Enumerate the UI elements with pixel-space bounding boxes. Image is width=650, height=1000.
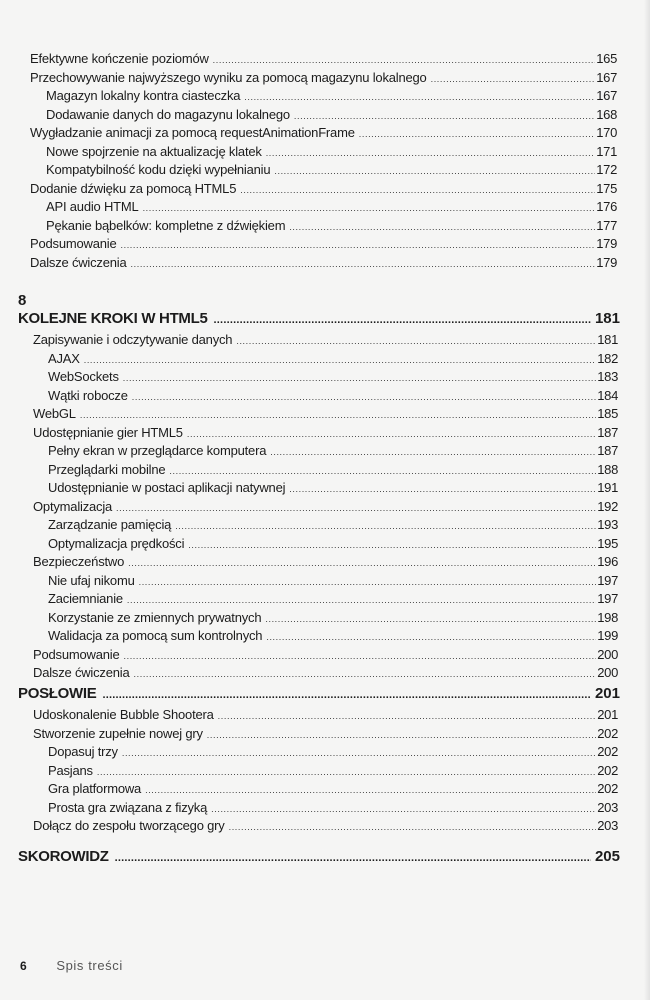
entry-page: 183 (597, 369, 618, 384)
dot-leader (97, 767, 596, 777)
dot-leader (124, 651, 597, 661)
entry-title: WebSockets (48, 369, 119, 384)
dot-leader (240, 185, 595, 195)
entry-title: Stworzenie zupełnie nowej gry (33, 725, 203, 741)
entry-page: 167 (596, 69, 617, 85)
entry-page: 203 (597, 799, 618, 815)
dot-leader (115, 852, 591, 864)
dot-leader (289, 484, 596, 494)
entry-page: 197 (597, 572, 618, 588)
entry-page: 203 (597, 818, 618, 833)
dot-leader (139, 577, 597, 587)
dot-leader (265, 614, 596, 624)
entry-page: 182 (597, 350, 618, 366)
entry-page: 188 (597, 461, 618, 477)
entry-title: Wygładzanie animacji za pomocą requestAnimationFrame (30, 125, 355, 140)
dot-leader (132, 392, 596, 402)
dot-leader (431, 74, 596, 84)
entry-title: Magazyn lokalny kontra ciasteczka (46, 88, 241, 103)
entry-title: Zarządzanie pamięcią (48, 517, 172, 532)
entry-page: 196 (597, 554, 618, 569)
entry-page: 200 (597, 646, 618, 662)
toc-entry[interactable] (0, 573, 618, 592)
dot-leader (80, 410, 596, 420)
dot-leader (266, 148, 596, 158)
entry-page: 199 (597, 628, 618, 643)
toc-entry[interactable] (0, 107, 617, 126)
toc-entry[interactable] (0, 726, 618, 745)
entry-page: 177 (596, 217, 617, 233)
dot-leader (213, 55, 596, 65)
toc-entry[interactable] (0, 125, 617, 144)
index-title: SKOROWIDZ (18, 848, 109, 865)
dot-leader (294, 111, 595, 121)
toc-entry[interactable] (0, 199, 617, 218)
entry-title: Udostępnianie gier HTML5 (33, 424, 183, 440)
toc-entry[interactable] (0, 818, 618, 837)
toc-entry[interactable] (0, 781, 618, 800)
entry-title: Prosta gra związana z fizyką (48, 799, 208, 815)
toc-entry[interactable] (0, 647, 618, 666)
toc-entry[interactable] (0, 517, 618, 536)
index-page: 205 (594, 848, 620, 865)
entry-page: 176 (596, 199, 617, 214)
dot-leader (175, 521, 596, 531)
entry-title: Optymalizacja (33, 498, 113, 514)
toc-entry[interactable] (0, 332, 618, 351)
entry-title: Dołącz do zespołu tworzącego gry (33, 818, 225, 833)
dot-leader (274, 166, 595, 176)
dot-leader (188, 540, 596, 550)
dot-leader (207, 730, 596, 740)
entry-title: Udostępnianie w postaci aplikacji natywnej (48, 480, 286, 495)
toc-entry[interactable] (0, 610, 618, 629)
toc-entry[interactable] (0, 70, 617, 89)
toc-entry[interactable] (0, 800, 618, 819)
entry-title: Wątki robocze (48, 387, 128, 403)
entry-title: Dopasuj trzy (48, 744, 118, 759)
entry-title: AJAX (48, 350, 80, 366)
entry-page: 170 (596, 125, 617, 140)
toc-entry[interactable] (0, 665, 618, 684)
dot-leader (169, 466, 596, 476)
entry-page: 200 (597, 665, 618, 680)
entry-page: 197 (597, 591, 618, 606)
toc-continued-section (0, 51, 650, 273)
entry-title: Korzystanie ze zmiennych prywatnych (48, 609, 262, 625)
dot-leader (218, 711, 597, 721)
entry-page: 179 (596, 236, 617, 251)
dot-leader (102, 689, 591, 701)
dot-leader (266, 632, 596, 642)
page-footer (20, 958, 123, 973)
chapter-title: KOLEJNE KROKI W HTML5 (18, 310, 208, 327)
entry-title: Pasjans (48, 762, 93, 778)
dot-leader (145, 785, 596, 795)
entry-title: Udoskonalenie Bubble Shootera (33, 707, 214, 722)
dot-leader (127, 595, 596, 605)
toc-entry[interactable] (0, 88, 617, 107)
entry-title: Pełny ekran w przeglądarce komputera (48, 443, 267, 458)
toc-entry[interactable] (0, 218, 617, 237)
toc-entry[interactable] (0, 351, 618, 370)
entry-title: Optymalizacja prędkości (48, 535, 185, 551)
toc-entry[interactable] (0, 744, 618, 763)
entry-page: 191 (597, 480, 618, 495)
entry-page: 168 (596, 106, 617, 122)
dot-leader (244, 92, 595, 102)
toc-entry[interactable] (0, 499, 618, 518)
chapter-page: 181 (594, 310, 620, 327)
afterword-title: POSŁOWIE (18, 685, 97, 702)
toc-entry[interactable] (0, 162, 617, 181)
entry-title: Dalsze ćwiczenia (30, 254, 127, 270)
dot-leader (214, 314, 591, 326)
entry-page: 175 (596, 180, 617, 196)
entry-title: WebGL (33, 406, 76, 421)
entry-title: Gra platformowa (48, 781, 142, 796)
afterword-entries (0, 707, 650, 837)
chapter-number: 8 (18, 292, 27, 309)
entry-page: 198 (597, 609, 618, 625)
toc-entry[interactable] (0, 628, 618, 647)
toc-entry[interactable] (0, 425, 618, 444)
dot-leader (229, 822, 597, 832)
entry-page: 172 (596, 162, 617, 177)
dot-leader (121, 240, 596, 250)
entry-title: Dalsze ćwiczenia (33, 665, 130, 680)
toc-entry[interactable] (0, 536, 618, 555)
toc-entry[interactable] (0, 181, 617, 200)
toc-entry[interactable] (0, 591, 618, 610)
entry-title: Przechowywanie najwyższego wyniku za pomocą magazynu lokalnego (30, 69, 427, 85)
entry-page: 202 (597, 762, 618, 778)
dot-leader (134, 669, 597, 679)
entry-title: Zaciemnianie (48, 591, 123, 606)
toc-entry[interactable] (0, 462, 618, 481)
entry-title: Bezpieczeństwo (33, 554, 125, 569)
entry-title: Dodanie dźwięku za pomocą HTML5 (30, 180, 237, 196)
entry-page: 184 (597, 387, 618, 403)
running-title: Spis treści (56, 958, 123, 973)
toc-entry[interactable] (0, 707, 618, 726)
afterword-heading[interactable] (0, 685, 620, 707)
dot-leader (211, 804, 596, 814)
toc-entry[interactable] (0, 388, 618, 407)
toc-chapter-8 (0, 310, 650, 684)
entry-page: 171 (596, 143, 617, 159)
page-number: 6 (20, 959, 27, 973)
toc-entry[interactable] (0, 554, 618, 573)
dot-leader (123, 373, 596, 383)
entry-title: API audio HTML (46, 199, 139, 214)
afterword-page: 201 (594, 685, 620, 702)
toc-entry[interactable] (0, 51, 617, 70)
entry-page: 195 (597, 535, 618, 551)
dot-leader (187, 429, 596, 439)
dot-leader (84, 355, 596, 365)
chapter-heading[interactable] (0, 310, 620, 332)
toc-entry[interactable] (0, 255, 617, 274)
entry-page: 201 (597, 707, 618, 722)
entry-title: Nowe spojrzenie na aktualizację klatek (46, 143, 262, 159)
entry-page: 181 (597, 332, 618, 347)
entry-title: Zapisywanie i odczytywanie danych (33, 332, 233, 347)
entry-title: Pękanie bąbelków: kompletne z dźwiękiem (46, 217, 286, 233)
entry-title: Efektywne kończenie poziomów (30, 51, 209, 66)
entry-page: 192 (597, 498, 618, 514)
toc-index (0, 848, 650, 870)
entry-title: Kompatybilność kodu dzięki wypełnianiu (46, 162, 271, 177)
toc-entry[interactable] (0, 369, 618, 388)
toc-entry[interactable] (0, 480, 618, 499)
entry-page: 187 (597, 443, 618, 458)
dot-leader (122, 748, 596, 758)
toc-entry[interactable] (0, 763, 618, 782)
chapter-entries (0, 332, 650, 684)
entry-title: Nie ufaj nikomu (48, 572, 135, 588)
entry-page: 202 (597, 781, 618, 796)
entry-page: 179 (596, 254, 617, 270)
dot-leader (143, 203, 596, 213)
dot-leader (289, 222, 595, 232)
toc-entry[interactable] (0, 406, 618, 425)
dot-leader (128, 558, 596, 568)
toc-afterword (0, 685, 650, 837)
entry-page: 185 (597, 406, 618, 421)
toc-entry[interactable] (0, 443, 618, 462)
entry-title: Podsumowanie (33, 646, 120, 662)
dot-leader (359, 129, 595, 139)
entry-title: Dodawanie danych do magazynu lokalnego (46, 106, 290, 122)
entry-title: Przeglądarki mobilne (48, 461, 166, 477)
toc-entry[interactable] (0, 144, 617, 163)
dot-leader (116, 503, 596, 513)
entry-page: 202 (597, 725, 618, 741)
entry-page: 193 (597, 517, 618, 532)
toc-entry[interactable] (0, 236, 617, 255)
dot-leader (236, 336, 596, 346)
entry-page: 202 (597, 744, 618, 759)
entry-title: Walidacja za pomocą sum kontrolnych (48, 628, 263, 643)
entry-page: 167 (596, 88, 617, 103)
entry-page: 187 (597, 424, 618, 440)
entry-page: 165 (596, 51, 617, 66)
dot-leader (131, 259, 596, 269)
dot-leader (270, 447, 596, 457)
index-heading[interactable] (0, 848, 620, 870)
entry-title: Podsumowanie (30, 236, 117, 251)
